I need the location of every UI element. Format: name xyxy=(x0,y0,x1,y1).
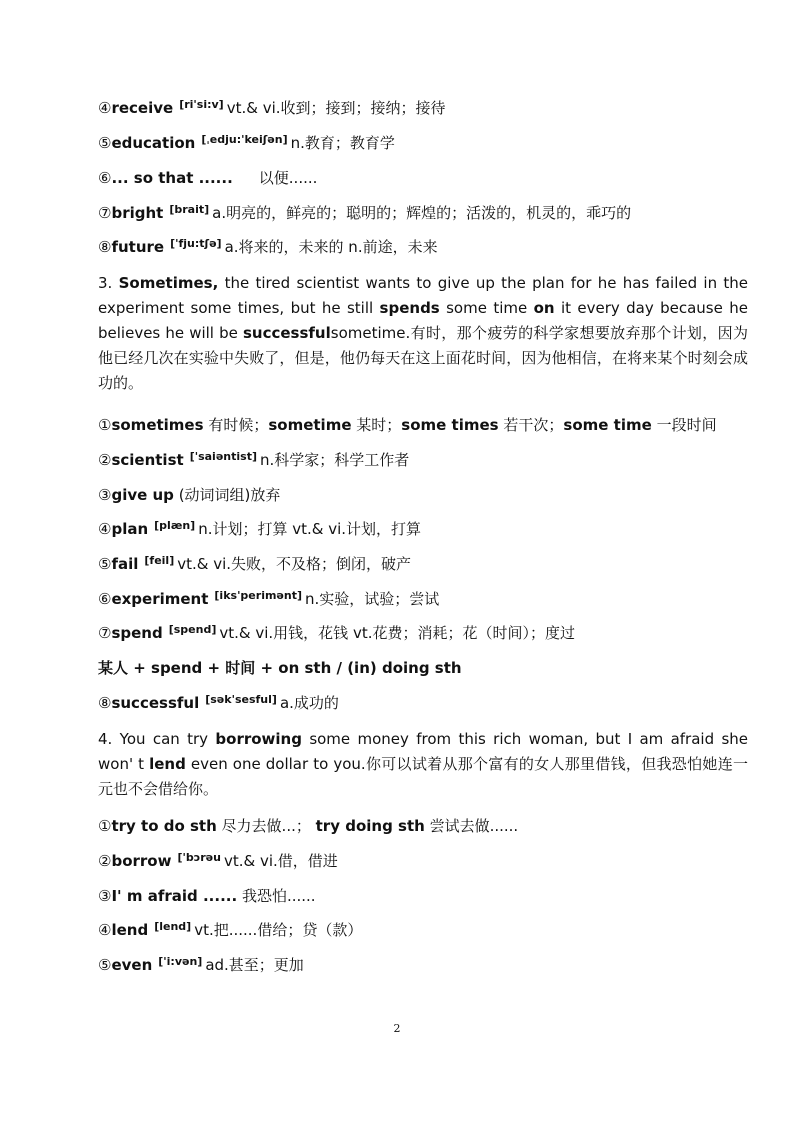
vocab-item-borrow xyxy=(98,850,338,874)
vocab-phonetic: [ˌedju:'keiʃən] xyxy=(201,133,288,146)
item-marker: ④ xyxy=(98,99,112,117)
vocab-word: successful xyxy=(111,694,200,712)
item-marker: ① xyxy=(98,416,112,434)
vocab-item-sometimes xyxy=(98,414,717,436)
vocab-item-so-that xyxy=(98,167,317,189)
sentence-text: sometime.有时，那个疲劳的科学家想要放弃那个计划，因为他已经几次在实验中失败了，但是，他仍每天在这上面花时间，因为他相信，在将来某个时刻会成功的。 xyxy=(98,324,748,392)
vocab-word: even xyxy=(111,956,153,974)
vocab-phonetic: [lend] xyxy=(154,920,192,933)
vocab-phonetic: [feil] xyxy=(144,554,175,567)
vocab-meaning: n.科学家；科学工作者 xyxy=(259,451,410,469)
vocab-meaning: vt.& vi.失败，不及格；倒闭，破产 xyxy=(177,555,412,573)
item-marker: ⑥ xyxy=(98,169,112,187)
sentence-text: it every day because he believes he will be xyxy=(98,299,748,342)
vocab-meaning: 有时候； xyxy=(208,416,269,434)
item-marker: ③ xyxy=(98,486,112,504)
item-marker: ⑧ xyxy=(98,694,112,712)
vocab-word: borrow xyxy=(111,852,172,870)
vocab-meaning: n.教育；教育学 xyxy=(290,134,395,152)
vocab-word: lend xyxy=(111,921,149,939)
vocab-phonetic: [iks'perimənt] xyxy=(214,589,303,602)
keyword-lend: lend xyxy=(149,755,186,773)
spend-pattern: 某人 + spend + 时间 + on sth / (in) doing sth xyxy=(98,659,462,677)
keyword-borrowing: borrowing xyxy=(215,730,302,748)
vocab-word: try to do sth xyxy=(111,817,217,835)
vocab-item-future xyxy=(98,236,438,260)
vocab-meaning: 一段时间 xyxy=(656,416,717,434)
vocab-phonetic: [plæn] xyxy=(154,519,196,532)
vocab-meaning: a.将来的，未来的 n.前途，未来 xyxy=(224,238,438,256)
item-marker: ② xyxy=(98,451,112,469)
item-marker: ③ xyxy=(98,887,112,905)
vocab-word: sometimes xyxy=(111,416,204,434)
vocab-phonetic: [brait] xyxy=(169,203,210,216)
example-sentence-4 xyxy=(98,727,748,802)
vocab-phonetic: [ri'si:v] xyxy=(179,98,224,111)
vocab-item-even xyxy=(98,954,304,978)
item-marker: ⑤ xyxy=(98,134,112,152)
sentence-text: You can try xyxy=(119,730,209,748)
vocab-item-receive xyxy=(98,97,446,121)
vocab-item-plan xyxy=(98,518,421,542)
vocab-item-education xyxy=(98,132,395,156)
vocab-word: ... so that ...... xyxy=(111,169,233,187)
vocab-word: some times xyxy=(401,416,499,434)
vocab-meaning: a.明亮的，鲜亮的；聪明的；辉煌的；活泼的，机灵的，乖巧的 xyxy=(212,204,632,222)
vocab-meaning: n.实验，试验；尝试 xyxy=(305,590,440,608)
vocab-meaning: (动词词组)放弃 xyxy=(178,486,281,504)
page-number: 2 xyxy=(393,1022,401,1035)
sentence-number: 4. xyxy=(98,730,113,748)
sentence-text: some time xyxy=(446,299,528,317)
sentence-text: even one dollar to you.你可以试着从那个富有的女人那里借钱，但我恐怕她连一元也不会借给你。 xyxy=(98,755,748,798)
vocab-word: give up xyxy=(111,486,174,504)
vocab-meaning: 尝试去做...... xyxy=(429,817,519,835)
vocab-phonetic: ['bɔrəu xyxy=(177,851,221,864)
sentence-text: the tired scientist wants to give up the plan for he has failed in the experiment some times, but he still xyxy=(98,274,748,317)
vocab-item-experiment xyxy=(98,588,439,612)
item-marker: ⑤ xyxy=(98,555,112,573)
item-marker: ① xyxy=(98,817,112,835)
vocab-word: fail xyxy=(111,555,139,573)
item-marker: ⑥ xyxy=(98,590,112,608)
vocab-phonetic: [spend] xyxy=(168,623,217,636)
vocab-meaning: 尽力去做...； xyxy=(221,817,311,835)
vocab-meaning: a.成功的 xyxy=(279,694,339,712)
sentence-text: some money from this rich woman, but I am afraid she won' t xyxy=(98,730,748,773)
vocab-meaning: vt.& vi.用钱，花钱 vt.花费；消耗；花（时间）；度过 xyxy=(219,624,575,642)
vocab-item-afraid xyxy=(98,885,316,907)
vocab-meaning: 以便...... xyxy=(258,169,318,187)
vocab-item-spend xyxy=(98,622,575,646)
vocab-word: I' m afraid ...... xyxy=(111,887,238,905)
vocab-word: scientist xyxy=(111,451,184,469)
vocab-meaning: vt.把......借给；贷（款） xyxy=(194,921,363,939)
vocab-phonetic: ['saiəntist] xyxy=(189,450,257,463)
vocab-word: education xyxy=(111,134,196,152)
vocab-item-successful xyxy=(98,692,339,716)
vocab-word: future xyxy=(111,238,165,256)
vocab-phonetic: [sək'sesful] xyxy=(205,693,277,706)
vocab-phonetic: ['i:vən] xyxy=(158,955,203,968)
vocab-item-give-up xyxy=(98,484,280,506)
sentence-number: 3. xyxy=(98,274,113,292)
vocab-word: sometime xyxy=(268,416,352,434)
vocab-item-lend xyxy=(98,919,362,943)
vocab-item-bright xyxy=(98,202,631,226)
vocab-item-scientist xyxy=(98,449,409,473)
vocab-word: try doing sth xyxy=(315,817,425,835)
keyword-successful: successful xyxy=(242,324,331,342)
vocab-meaning: 某时； xyxy=(356,416,402,434)
example-sentence-3 xyxy=(98,271,748,396)
item-marker: ② xyxy=(98,852,112,870)
vocab-phonetic: ['fju:tʃə] xyxy=(170,237,222,250)
vocab-meaning: vt.& vi.收到；接到；接纳；接待 xyxy=(226,99,446,117)
vocab-word: plan xyxy=(111,520,149,538)
vocab-word: some time xyxy=(563,416,652,434)
vocab-word: spend xyxy=(111,624,163,642)
vocab-meaning: vt.& vi.借，借进 xyxy=(223,852,338,870)
keyword-spends: spends xyxy=(379,299,440,317)
item-marker: ⑧ xyxy=(98,238,112,256)
vocab-word: experiment xyxy=(111,590,209,608)
vocab-meaning: 若干次； xyxy=(503,416,564,434)
item-marker: ⑤ xyxy=(98,956,112,974)
vocab-word: receive xyxy=(111,99,174,117)
item-marker: ⑦ xyxy=(98,204,112,222)
item-marker: ④ xyxy=(98,520,112,538)
item-marker: ④ xyxy=(98,921,112,939)
vocab-item-try xyxy=(98,815,518,837)
keyword-on: on xyxy=(533,299,555,317)
vocab-word: bright xyxy=(111,204,164,222)
keyword-sometimes: Sometimes, xyxy=(118,274,219,292)
vocab-meaning: ad.甚至；更加 xyxy=(205,956,304,974)
item-marker: ⑦ xyxy=(98,624,112,642)
vocab-item-fail xyxy=(98,553,411,577)
vocab-meaning: n.计划；打算 vt.& vi.计划，打算 xyxy=(198,520,422,538)
vocab-meaning: 我恐怕...... xyxy=(241,887,316,905)
